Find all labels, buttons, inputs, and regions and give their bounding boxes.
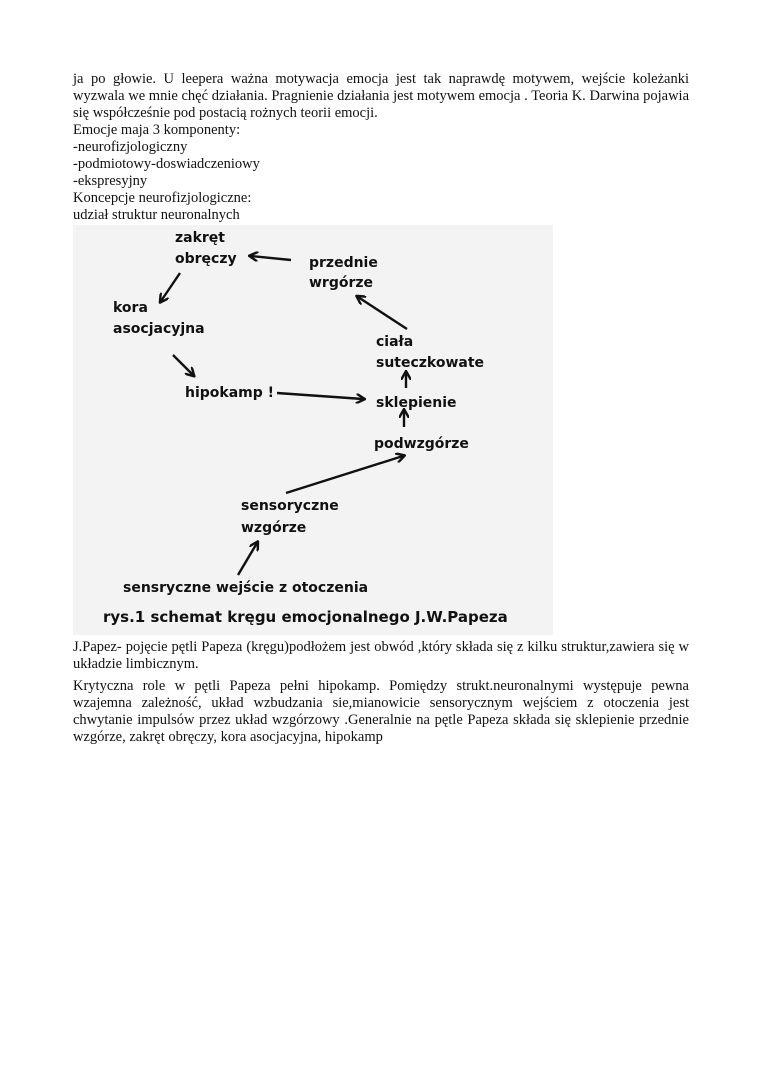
arrow-sensoryczne-to-podwzgorze [286, 456, 403, 493]
component-item: -podmiotowy-doswiadczeniowy [73, 156, 260, 172]
arrow-input-to-wzgorze [238, 543, 257, 575]
label-hipokamp: hipokamp ! [185, 385, 275, 401]
component-item: -ekspresyjny [73, 173, 148, 189]
arrow-kora-to-hipokamp [173, 355, 193, 375]
concepts-subtitle: udział struktur neuronalnych [73, 207, 240, 223]
paragraph-hipokamp-role: Krytyczna role w pętli Papeza pełni hipokamp. Pomiędzy strukt.neuronalnymi występuje pewna wzajemna zależność, układ wzbudzania sie,mianowicie sensorycznym wejściem z otoczenia jest chwytanie impulsów przez układ wzgórzowy .Generalnie na pętle Papeza składa się sklepienie przednie wzgórze, zakręt obręczy, kora asocjacyjna, hipokamp [73, 678, 689, 745]
label-sensory-input: sensryczne wejście z otoczenia [123, 580, 369, 596]
label-podwzgorze: podwzgórze [374, 436, 469, 452]
components-intro: Emocje maja 3 komponenty: [73, 122, 241, 138]
arrow-hipokamp-to-sklepienie [277, 393, 363, 399]
label-przednie: przednie [309, 255, 378, 271]
label-ciala: ciała [376, 334, 414, 350]
label-sklepienie: sklepienie [376, 395, 457, 411]
document-page [73, 71, 689, 746]
papez-circuit-diagram [73, 225, 553, 635]
label-obreczy: obręczy [175, 251, 237, 267]
label-kora: kora [113, 300, 148, 316]
label-zakret: zakręt [175, 230, 225, 246]
label-wrgorze: wrgórze [309, 275, 374, 291]
component-item: -neurofizjologiczny [73, 139, 188, 155]
arrow-zakret-to-kora [161, 273, 180, 301]
paragraph-papez-loop: J.Papez- pojęcie pętli Papeza (kręgu)podłożem jest obwód ,który składa się z kilku struktur,zawiera się w układzie limbicznym. [73, 639, 689, 672]
diagram-svg [73, 225, 553, 635]
concepts-title: Koncepcje neurofizjologiczne: [73, 190, 252, 206]
diagram-caption: rys.1 schemat kręgu emocjonalnego J.W.Papeza [103, 608, 508, 626]
label-asocjacyjna: asocjacyjna [113, 321, 205, 337]
arrow-przednie-to-zakret [251, 256, 291, 260]
label-sensoryczne: sensoryczne [241, 498, 339, 514]
label-wzgorze: wzgórze [241, 520, 307, 536]
label-suteczkowate: suteczkowate [376, 355, 485, 371]
paragraph-emotion-motivation: ja po głowie. U leepera ważna motywacja emocja jest tak naprawdę motywem, wejście koleżanki wyzwala we mnie chęć działania. Pragnienie działania jest motywem emocja . Teoria K. Darwina pojawia się współcześnie pod postacią rożnych teorii emocji. [73, 71, 689, 121]
arrow-ciala-to-przednie [358, 297, 407, 329]
